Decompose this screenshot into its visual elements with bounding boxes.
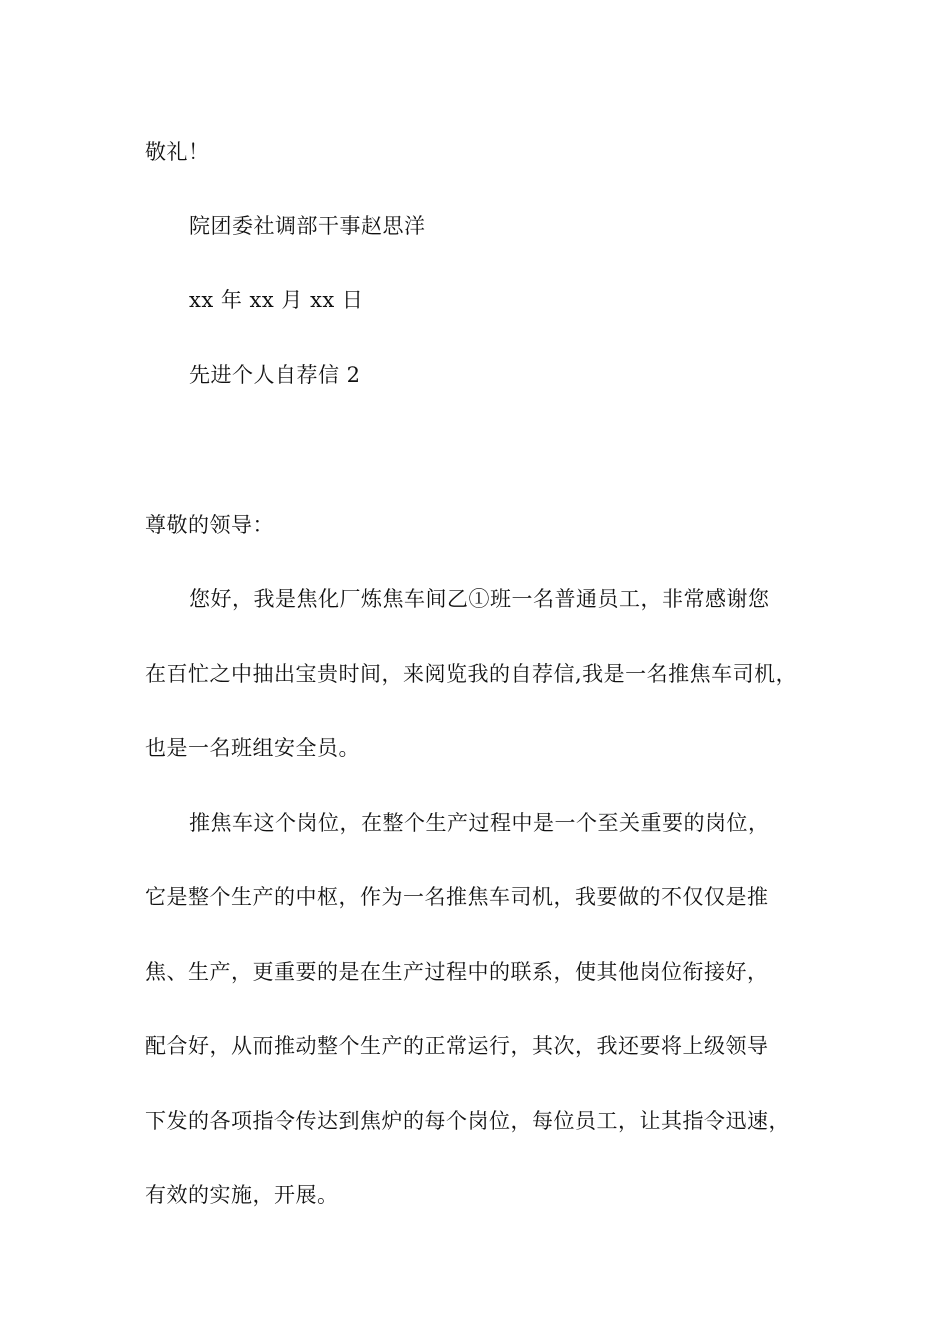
paragraph-1-line-1: 您好，我是焦化厂炼焦车间乙①班一名普通员工，非常感谢您: [189, 587, 770, 611]
greeting: 尊敬的领导：: [145, 513, 274, 537]
paragraph-2-line-4: 配合好，从而推动整个生产的正常运行，其次，我还要将上级领导: [145, 1034, 769, 1058]
paragraph-2-line-6: 有效的实施，开展。: [145, 1183, 339, 1207]
closing-salutation: 敬礼！: [145, 140, 210, 164]
paragraph-2-line-1: 推焦车这个岗位，在整个生产过程中是一个至关重要的岗位，: [189, 811, 770, 835]
paragraph-2-line-5: 下发的各项指令传达到焦炉的每个岗位，每位员工，让其指令迅速，: [145, 1109, 790, 1133]
paragraph-1-line-3: 也是一名班组安全员。: [145, 736, 360, 760]
signature-name: 院团委社调部干事赵思洋: [189, 214, 426, 238]
signature-date: xx 年 xx 月 xx 日: [189, 288, 364, 312]
paragraph-2-line-2: 它是整个生产的中枢，作为一名推焦车司机，我要做的不仅仅是推: [145, 885, 769, 909]
paragraph-1-line-2: 在百忙之中抽出宝贵时间，来阅览我的自荐信,我是一名推焦车司机，: [145, 662, 798, 686]
letter-title: 先进个人自荐信 2: [189, 363, 361, 387]
paragraph-2-line-3: 焦、生产，更重要的是在生产过程中的联系，使其他岗位衔接好，: [145, 960, 769, 984]
